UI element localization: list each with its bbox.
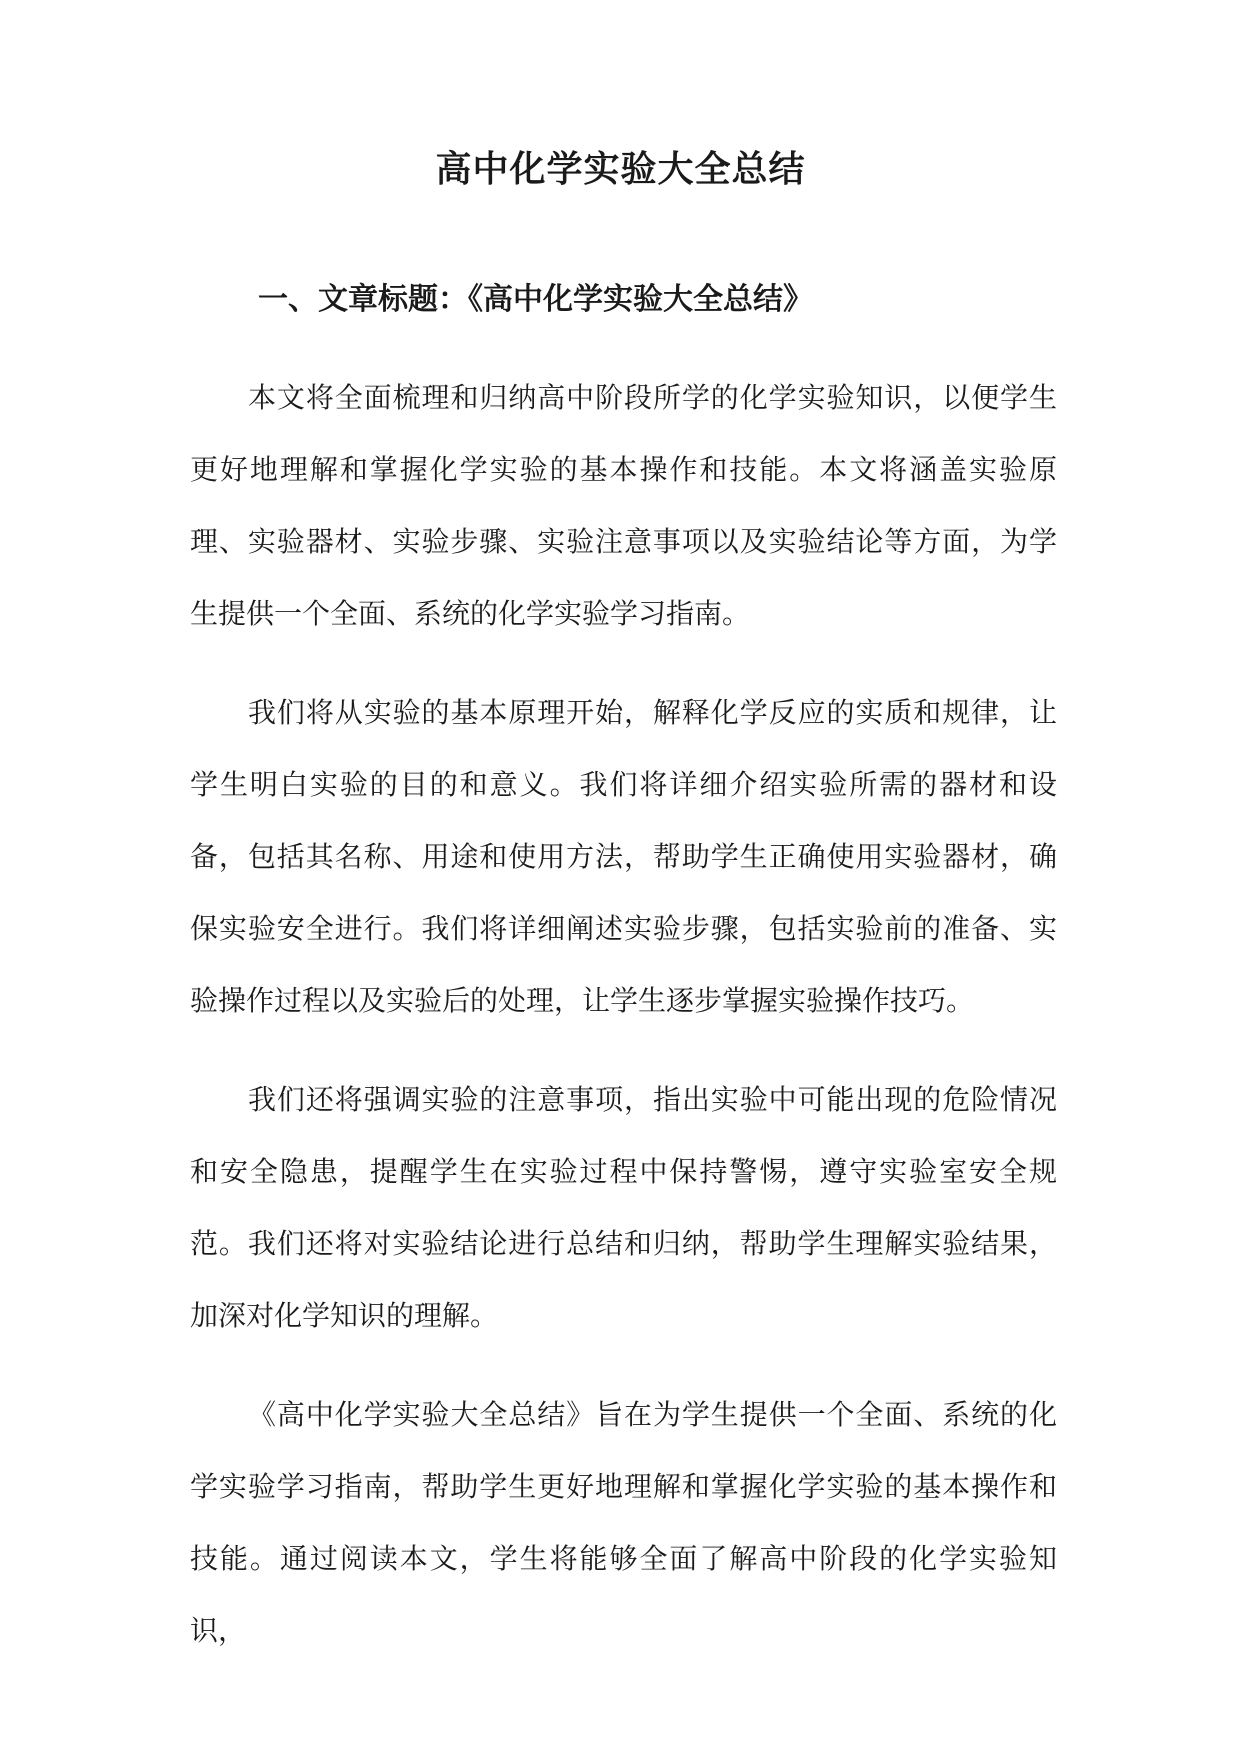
- body-text: [190, 362, 1057, 1694]
- paragraph: 我们还将强调实验的注意事项，指出实验中可能出现的危险情况和安全隐患，提醒学生在实验过程中保持警惕，遵守实验室安全规范。我们还将对实验结论进行总结和归纳，帮助学生理解实验结果，加深对化学知识的理解。: [190, 1083, 1057, 1332]
- paragraph: 我们将从实验的基本原理开始，解释化学反应的实质和规律，让学生明白实验的目的和意义。我们将详细介绍实验所需的器材和设备，包括其名称、用途和使用方法，帮助学生正确使用实验器材，确保实验安全进行。我们将详细阐述实验步骤，包括实验前的准备、实验操作过程以及实验后的处理，让学生逐步掌握实验操作技巧。: [190, 696, 1057, 1017]
- section-heading: 一、文章标题：《高中化学实验大全总结》: [258, 282, 813, 317]
- paragraph: 本文将全面梳理和归纳高中阶段所学的化学实验知识，以便学生更好地理解和掌握化学实验的基本操作和技能。本文将涵盖实验原理、实验器材、实验步骤、实验注意事项以及实验结论等方面，为学生提供一个全面、系统的化学实验学习指南。: [190, 381, 1057, 630]
- paragraph: 《高中化学实验大全总结》旨在为学生提供一个全面、系统的化学实验学习指南，帮助学生更好地理解和掌握化学实验的基本操作和技能。通过阅读本文，学生将能够全面了解高中阶段的化学实验知识，: [190, 1398, 1057, 1647]
- document-title: 高中化学实验大全总结: [435, 148, 806, 190]
